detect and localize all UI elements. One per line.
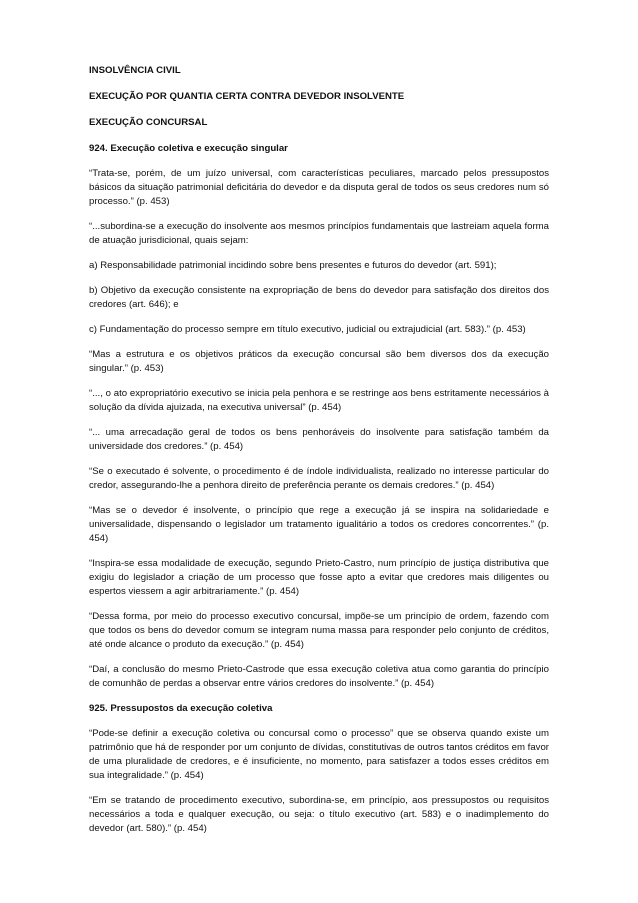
list-item: a) Responsabilidade patrimonial incidindo sobre bens presentes e futuros do devedor (art. 591);	[89, 260, 497, 271]
paragraph: “Pode-se definir a execução coletiva ou concursal como o processo” que se observa quando existe um patrimônio que há de responder por um conjunto de dívidas, constitutivas de outros tantos créditos em favor de uma pluralidade de credores, e é insuficiente, no momento, para satisfazer a todos esses créditos em sua integralidade.” (p. 454)	[89, 728, 549, 781]
list-item: b) Objetivo da execução consistente na expropriação de bens do devedor para satisfação dos direitos dos credores (art. 646); e	[89, 285, 549, 310]
paragraph: “Dessa forma, por meio do processo executivo concursal, impõe-se um princípio de ordem, fazendo com que todos os bens do devedor comum se integram numa massa para responder pelo conjunto de créditos, até onde alcance o produto da execução.” (p. 454)	[89, 611, 549, 650]
paragraph: “..., o ato expropriatório executivo se inicia pela penhora e se restringe aos bens estritamente necessários à solução da dívida ajuizada, na executiva universal” (p. 454)	[89, 388, 549, 413]
document-page	[89, 64, 549, 847]
paragraph: “Inspira-se essa modalidade de execução, segundo Prieto-Castro, num princípio de justiça distributiva que exigiu do legislador a criação de um processo que fosse apto a evitar que credores mais diligentes ou espertos viessem a agir arbitrariamente.” (p. 454)	[89, 558, 549, 597]
paragraph: “... uma arrecadação geral de todos os bens penhoráveis do insolvente para satisfação também da universidade dos credores.” (p. 454)	[89, 427, 549, 452]
paragraph: “Daí, a conclusão do mesmo Prieto-Castrode que essa execução coletiva atua como garantia do princípio de comunhão de perdas a observar entre vários credores do insolvente.” (p. 454)	[89, 664, 549, 689]
paragraph: “Trata-se, porém, de um juízo universal, com características peculiares, marcado pelos pressupostos básicos da situação patrimonial deficitária do devedor e da disputa geral de todos os seus credores num só processo.” (p. 453)	[89, 168, 549, 207]
heading-insolvencia-civil: INSOLVÊNCIA CIVIL	[89, 65, 181, 76]
paragraph: “Em se tratando de procedimento executivo, subordina-se, em princípio, aos pressupostos ou requisitos necessários a toda e qualquer execução, ou seja: o título executivo (art. 583) e o inadimplemento do devedor (art. 580).” (p. 454)	[89, 795, 549, 834]
heading-execucao-quantia-certa: EXECUÇÃO POR QUANTIA CERTA CONTRA DEVEDOR INSOLVENTE	[89, 91, 405, 102]
paragraph: “...subordina-se a execução do insolvente aos mesmos princípios fundamentais que lastreiam aquela forma de atuação jurisdicional, quais sejam:	[89, 221, 549, 246]
heading-execucao-concursal: EXECUÇÃO CONCURSAL	[89, 117, 208, 128]
list-item: c) Fundamentação do processo sempre em título executivo, judicial ou extrajudicial (art. 583).” (p. 453)	[89, 324, 526, 335]
paragraph: “Mas a estrutura e os objetivos práticos da execução concursal são bem diversos dos da execução singular.” (p. 453)	[89, 349, 549, 374]
section-924-title: 924. Execução coletiva e execução singular	[89, 143, 288, 154]
paragraph: “Se o executado é solvente, o procedimento é de índole individualista, realizado no interesse particular do credor, assegurando-lhe a penhora direito de preferência perante os demais credores.” (p. 454)	[89, 466, 549, 491]
paragraph: “Mas se o devedor é insolvente, o princípio que rege a execução já se inspira na solidariedade e universalidade, dispensando o legislador um tratamento igualitário a todos os credores concorrentes.” (p. 454)	[89, 505, 549, 544]
section-925-title: 925. Pressupostos da execução coletiva	[89, 703, 273, 714]
